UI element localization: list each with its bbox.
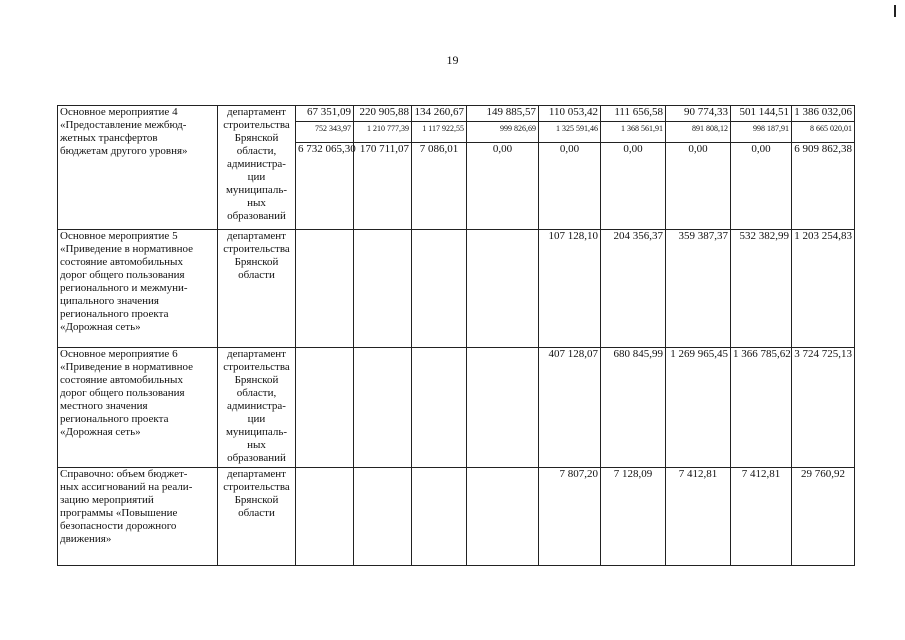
table-row <box>58 348 855 468</box>
value-cell: 0,00 <box>467 143 539 230</box>
value-cell: 7 807,20 <box>539 468 601 566</box>
value-cell: 6 909 862,38 <box>792 143 855 230</box>
executor-cell: департамент строительства Брянской области <box>218 468 296 566</box>
value-cell <box>412 468 467 566</box>
value-cell <box>412 348 467 468</box>
value-cell: 134 260,67 <box>412 106 467 122</box>
value-cell: 891 808,12 <box>666 122 731 143</box>
value-cell: 1 366 785,62 <box>731 348 792 468</box>
event-cell: Основное мероприятие 4 «Предоставление межбюд- жетных трансфертов бюджетам другого уровня» <box>58 106 218 230</box>
budget-table <box>57 105 855 566</box>
value-cell: 7 128,09 <box>601 468 666 566</box>
value-cell: 170 711,07 <box>354 143 412 230</box>
value-cell: 1 203 254,83 <box>792 230 855 348</box>
value-cell: 532 382,99 <box>731 230 792 348</box>
value-cell: 0,00 <box>539 143 601 230</box>
value-cell: 1 368 561,91 <box>601 122 666 143</box>
event-cell: Основное мероприятие 6 «Приведение в нормативное состояние автомобильных дорог общего пользования местного значения регионального проекта «Дорожная сеть» <box>58 348 218 468</box>
value-cell: 204 356,37 <box>601 230 666 348</box>
value-cell: 8 665 020,01 <box>792 122 855 143</box>
value-cell: 29 760,92 <box>792 468 855 566</box>
value-cell: 501 144,51 <box>731 106 792 122</box>
value-cell <box>296 348 354 468</box>
value-cell <box>467 468 539 566</box>
executor-cell: департамент строительства Брянской области, администра- ции муниципаль- ных образований <box>218 348 296 468</box>
value-cell: 149 885,57 <box>467 106 539 122</box>
value-cell: 0,00 <box>601 143 666 230</box>
value-cell: 407 128,07 <box>539 348 601 468</box>
value-cell <box>354 468 412 566</box>
value-cell: 1 117 922,55 <box>412 122 467 143</box>
value-cell: 220 905,88 <box>354 106 412 122</box>
value-cell: 7 412,81 <box>666 468 731 566</box>
value-cell: 752 343,97 <box>296 122 354 143</box>
event-cell: Справочно: объем бюджет- ных ассигнований на реали- зацию мероприятий программы «Повышение безопасности дорожного движения» <box>58 468 218 566</box>
scan-edge-mark <box>894 5 896 17</box>
value-cell <box>296 230 354 348</box>
value-cell <box>467 230 539 348</box>
value-cell: 7 086,01 <box>412 143 467 230</box>
value-cell <box>354 348 412 468</box>
value-cell: 111 656,58 <box>601 106 666 122</box>
event-cell: Основное мероприятие 5 «Приведение в нормативное состояние автомобильных дорог общего пользования регионального и межмуни- ципального значения регионального проекта «Дорожная сеть» <box>58 230 218 348</box>
table-row <box>58 230 855 348</box>
value-cell <box>467 348 539 468</box>
value-cell: 67 351,09 <box>296 106 354 122</box>
page-number: 19 <box>446 53 459 67</box>
value-cell: 107 128,10 <box>539 230 601 348</box>
value-cell: 0,00 <box>731 143 792 230</box>
value-cell: 1 269 965,45 <box>666 348 731 468</box>
value-cell: 6 732 065,30 <box>296 143 354 230</box>
table-row <box>58 106 855 122</box>
value-cell: 1 325 591,46 <box>539 122 601 143</box>
table-row <box>58 468 855 566</box>
value-cell: 0,00 <box>666 143 731 230</box>
value-cell <box>296 468 354 566</box>
executor-cell: департамент строительства Брянской области <box>218 230 296 348</box>
value-cell <box>412 230 467 348</box>
value-cell: 90 774,33 <box>666 106 731 122</box>
value-cell: 7 412,81 <box>731 468 792 566</box>
value-cell: 359 387,37 <box>666 230 731 348</box>
value-cell: 3 724 725,13 <box>792 348 855 468</box>
value-cell: 680 845,99 <box>601 348 666 468</box>
value-cell: 1 210 777,39 <box>354 122 412 143</box>
executor-cell: департамент строительства Брянской области, администра- ции муниципаль- ных образований <box>218 106 296 230</box>
value-cell <box>354 230 412 348</box>
value-cell: 998 187,91 <box>731 122 792 143</box>
value-cell: 110 053,42 <box>539 106 601 122</box>
value-cell: 999 826,69 <box>467 122 539 143</box>
value-cell: 1 386 032,06 <box>792 106 855 122</box>
